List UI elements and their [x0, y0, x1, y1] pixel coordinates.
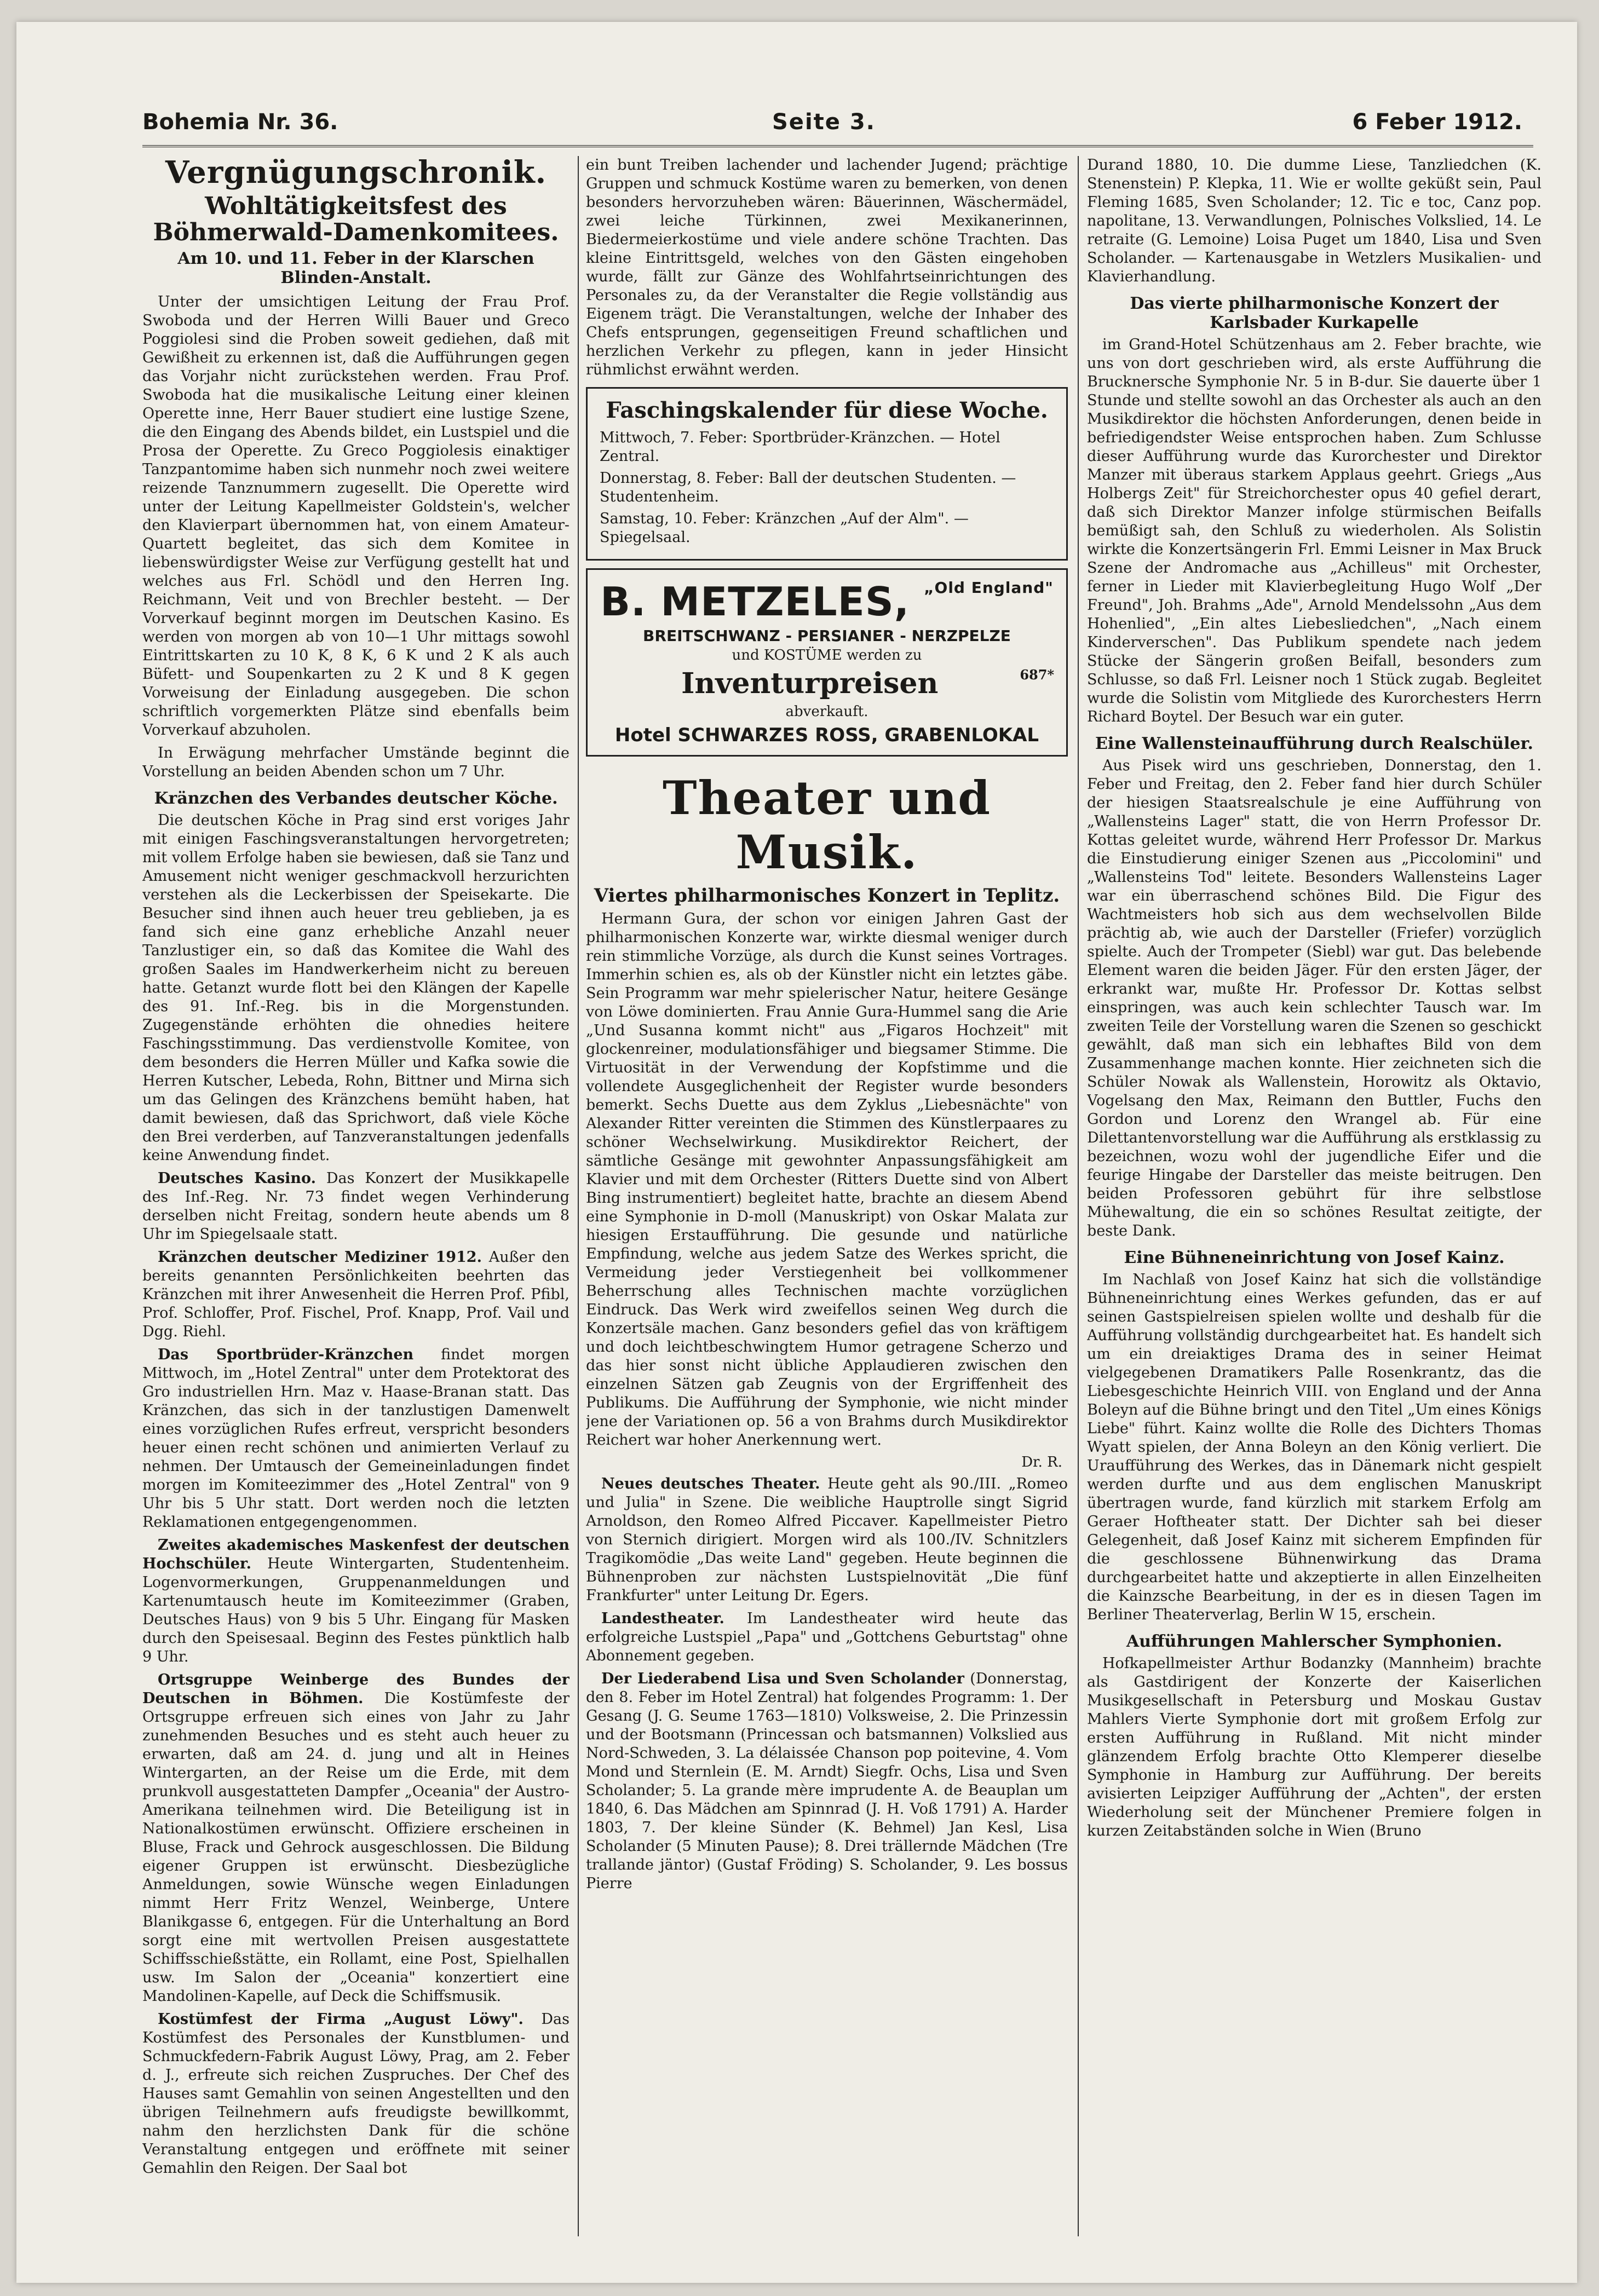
advertisement-metzeles [586, 568, 1068, 757]
ad-headline-text: Inventurpreisen [681, 667, 939, 700]
ad-headline [600, 667, 1054, 700]
news-item [586, 1670, 1068, 1893]
article-heading-koeche: Kränzchen des Verbandes deutscher Köche. [154, 789, 558, 809]
news-item [586, 1609, 1068, 1665]
news-item [142, 1536, 570, 1666]
news-item-text: Außer den bereits genannten Persönlichkeiten beehrten das Kränzchen mit ihrer Anwesenheit die Herren Prof. Pfibl, Prof. Schloffer, Prof. Fischel, Prof. Knapp, Prof. Vail und Dgg. Riehl. [142, 1249, 570, 1341]
news-item [142, 1346, 570, 1532]
column-rule-2 [1078, 156, 1079, 2236]
news-item-text: Das Konzert der Musikkapelle des Inf.-Reg. Nr. 73 findet wegen Verhinderung derselben nicht Freitag, sondern heute abends um 8 Uhr im Spiegelsaale statt. [142, 1170, 570, 1243]
calendar-entry: Mittwoch, 7. Feber: Sportbrüder-Kränzchen. — Hotel Zentral. [600, 429, 1000, 465]
ad-text: abverkauft. [785, 703, 868, 720]
advertiser-name-text: B. METZELES, [600, 579, 910, 625]
news-item-lead: Landestheater. [601, 1610, 724, 1627]
news-item-lead: Kostümfest der Firma „August Löwy". [158, 2011, 524, 2028]
carnival-calendar-title: Faschingskalender für diese Woche. [606, 397, 1048, 423]
article-paragraph: ein bunt Treiben lachender und lachender Jugend; prächtige Gruppen und schmuck Kostüme waren zu bemerken, von denen besonders hervorzuheben wären: Bäuerinnen, Wäschermädel, zwei leiche Türkinnen, zwei Mexikanerinnen, Biedermeierkostüme und viele andere schöne Trachten. Das kleine Eintrittsgeld, welches von den Gästen eingehoben wurde, fällt zur Gänze des Wohlfahrtseinrichtungen des Personales zu, da der Veranstalter die Regie vollständig aus Eigenem trägt. Die Veranstaltungen, welche der Inhaber des Chefs entsprungen, gegenseitigen Freund schaftlichen und herzlichen Verkehr zu pflegen, kann in jeder Hinsicht rühmlichst erwähnt werden. [586, 157, 1068, 378]
calendar-entry: Donnerstag, 8. Feber: Ball der deutschen Studenten. — Studentenheim. [600, 470, 1016, 505]
ad-products: BREITSCHWANZ - PERSIANER - NERZPELZE [643, 627, 1011, 645]
column-1 [142, 156, 570, 2247]
calendar-entry: Samstag, 10. Feber: Kränzchen „Auf der Alm". — Spiegelsaal. [600, 510, 969, 546]
news-item-lead: Deutsches Kasino. [158, 1170, 316, 1187]
advertiser-name [600, 579, 1054, 625]
ad-text: und KOSTÜME werden zu [732, 647, 922, 664]
carnival-calendar-box [586, 387, 1068, 561]
section-title-theater-musik: Theater und Musik. [662, 771, 992, 879]
article-title-wohltaetigkeitsfest: Wohltätigkeitsfest des Böhmerwald-Damenkomitees. [153, 192, 559, 246]
news-item-text: Heute geht als 90./III. „Romeo und Julia" in Szene. Die weibliche Hauptrolle singt Sigrid Arnoldson, den Romeo Alfred Piccaver. Kapellmeister Pietro von Sternich dirigiert. Morgen wird als 100./IV. Schnitzlers Tragikomödie „Das weite Land" gegeben. Heute beginnen die Bühnenproben zur nächsten Lustspielnovität „Die fünf Frankfurter" unter Leitung Dr. Egers. [586, 1475, 1068, 1604]
article-paragraph: Hofkapellmeister Arthur Bodanzky (Mannheim) brachte als Gastdirigent der Konzerte der Kaiserlichen Musikgesellschaft in Petersburg und Moskau Gustav Mahlers Vierte Symphonie dort mit großem Erfolg zur ersten Aufführung in Rußland. Mit nicht minder glänzendem Erfolg brachte Otto Klemperer dieselbe Symphonie in Hamburg zur Aufführung. Der bereits avisierten Leipziger Aufführung der „Achten", der ersten Wiederholung seit der Münchener Premiere folgen in kurzen Zeitabständen solche in Wien (Bruno [1087, 1655, 1542, 1839]
article-paragraph: Unter der umsichtigen Leitung der Frau Prof. Swoboda und der Herren Willi Bauer und Greco Poggiolesi sind die Proben soweit gediehen, daß mit Gewißheit zu erkennen ist, daß die Aufführungen gegen das Vorjahr nicht zurückstehen werden. Frau Prof. Swoboda hat die musikalische Leitung einer kleinen Operette inne, Herr Bauer studiert eine lustige Szene, die den Eingang des Abends bildet, ein Lustspiel und die Prosa der Operette. Zu Greco Poggiolesis einaktiger Tanzpantomime haben sich nunmehr noch zwei weitere reizende Tanznummern zugesellt. Die Operette wird unter der Leitung Kapellmeister Goldstein's, welcher den Klavierpart übernommen hat, von einem Amateur-Quartett begleitet, das sich dem Komitee in liebenswürdigster Weise zur Verfügung gestellt hat und welches aus Frl. Schödl und den Herren Ing. Reichmann, Veit und von Brechler besteht. — Der Vorverkauf beginnt morgen im Deutschen Kasino. Es werden von morgen ab von 10—1 Uhr mittags sowohl Eintrittskarten zu 10 K, 8 K, 6 K und 2 K als auch Büfett- und Soupenkarten zu 2 K und 8 K gegen Vorweisung der Einladung ausgegeben. Die schon schriftlich vorgemerkten Plätze sind ebenfalls beim Vorverkauf abzuholen. [142, 293, 570, 739]
section-title-vergnuegungschronik: Vergnügungschronik. [165, 156, 547, 191]
newspaper-page [16, 22, 1577, 2283]
column-rule-1 [578, 156, 579, 2236]
article-paragraph: Durand 1880, 10. Die dumme Liese, Tanzliedchen (K. Stenenstein) P. Klepka, 11. Wie er wollte geküßt sein, Paul Fleming 1685, Sven Scholander; 12. Tic e toc, Canz pop. napolitane, 13. Verwandlungen, Polnisches Volkslied, 14. Le retraite (G. Lemoine) Loisa Puget um 1840, Lisa und Sven Scholander. — Kartenausgabe in Wetzlers Musikalien- und Klavierhandlung. [1087, 157, 1542, 285]
news-item [142, 1169, 570, 1244]
news-item-text: Die Kostümfeste der Ortsgruppe erfreuen sich eines von Jahr zu Jahr zunehmenden Besuches und es steht auch heuer zu erwarten, daß am 24. d. jung und alt in Heines Wintergarten, an der Reise um die Erde, mit dem prunkvoll ausgestatteten Dampfer „Oceania" der Austro-Amerikana teilnehmen wird. Die Beteiligung ist in Nationalkostümen erwünscht. Offiziere erscheinen in Bluse, Frack und Gehrock ausgeschlossen. Die Bildung eigener Gruppen ist erwünscht. Diesbezügliche Anmeldungen, sowie Wünsche wegen Einladungen nimmt Herr Fritz Wenzel, Weinberge, Untere Blanikgasse 6, entgegen. Für die Unterhaltung an Bord sorgt eine mit wertvollen Preisen ausgestattete Schiffsschießstätte, ein Rollamt, eine Post, Spielhallen usw. Im Salon der „Oceania" konzertiert eine Mandolinen-Kapelle, auf Deck die Schiffsmusik. [142, 1690, 570, 2005]
news-item-text: (Donnerstag, den 8. Feber im Hotel Zentral) hat folgendes Programm: 1. Der Gesang (J. G. Seume 1763—1810) Volksweise, 2. Die Prinzessin und der Bootsmann (Princessan och batsmannen) Volkslied aus Nord-Schweden, 3. La délaissée Chanson pop poitevine, 4. Vom Mond und Sternlein (E. M. Arndt) Siegfr. Ochs, Lisa und Sven Scholander; 5. La grande mère imprudente A. de Beauplan um 1840, 6. Das Mädchen am Spinnrad (J. H. Voß 1791) A. Harder 1803, 7. Der kleine Sünder (K. Behmel) Jan Kesl, Lisa Scholander (5 Minuten Pause); 8. Drei trällernde Mädchen (Tre trallande jäntor) (Gustaf Fröding) S. Scholander, 9. Les bossus Pierre [586, 1670, 1068, 1892]
news-item-lead: Das Sportbrüder-Kränzchen [158, 1346, 414, 1364]
header-date: 6 Feber 1912. [1352, 109, 1522, 135]
news-item-text: Das Kostümfest des Personales der Kunstblumen- und Schmuckfedern-Fabrik August Löwy, Prag, am 2. Feber d. J., erfreute sich reichen Zuspruches. Der Chef des Hauses samt Gemahlin von seinen Angestellten und den übrigen Teilnehmern aufs freudigste bewillkommt, nahm den herzlichsten Dank für die schöne Veranstaltung entgegen und eröffnete mit seiner Gemahlin den Reigen. Der Saal bot [142, 2011, 570, 2177]
news-item-lead: Ortsgruppe Weinberge des Bundes der Deutschen in Böhmen. [142, 1671, 570, 1707]
column-2 [586, 156, 1068, 2247]
column-3 [1087, 156, 1542, 2247]
article-heading-mahler: Aufführungen Mahlerscher Symphonien. [1126, 1632, 1503, 1651]
header-page-number: Seite 3. [772, 109, 876, 135]
news-item-text: findet morgen Mittwoch, im „Hotel Zentral" unter dem Protektorat des Gro industriellen Hrn. Maz v. Haase-Branan statt. Das Kränzchen, das sich in der tanzlustigen Damenwelt eines vorzüglichen Rufes erfreut, verspricht besonders heuer einen recht schönen und animierten Verlauf zu nehmen. Der Umtausch der Gemeineinladungen findet morgen im Komiteezimmer des „Hotel Zentral" von 9 Uhr bis 5 Uhr statt. Dort werden noch die letzten Reklamationen entgegengenommen. [142, 1346, 570, 1531]
news-item-lead: Zweites akademisches Maskenfest der deutschen Hochschüler. [142, 1537, 570, 1573]
news-item-text: Im Landestheater wird heute das erfolgreiche Lustspiel „Papa" und „Gottchens Geburtstag" ohne Abonnement gegeben. [586, 1610, 1068, 1664]
advertiser-tagline: „Old England" [924, 579, 1054, 597]
article-heading-karlsbad: Das vierte philharmonische Konzert der Karlsbader Kurkapelle [1130, 294, 1499, 332]
article-heading-wallenstein: Eine Wallensteinaufführung durch Realschüler. [1095, 734, 1533, 753]
news-item [142, 1248, 570, 1341]
article-paragraph: Aus Pisek wird uns geschrieben, Donnerstag, den 1. Feber und Freitag, den 2. Feber fand hier durch Schüler der hiesigen Staatsrealschule je eine Aufführung von „Wallensteins Lager" statt, die von Herrn Professor Dr. Kottas geleitet wurde, während Herr Professor Dr. Markus die Einstudierung einiger Szenen aus „Piccolomini" und „Wallensteins Tod" leitete. Besonders Wallensteins Lager war ein überraschend schönes Bild. Die Figur des Wachtmeisters hob sich aus dem wechselvollen Bilde prächtig ab, wie auch der Darsteller (Friefer) vorzüglich spielte. Auch der Trompeter (Siebl) war gut. Das belebende Element waren die beiden Jäger. Für den ersten Jäger, der erkrankt war, mußte Hr. Professor Dr. Kottas selbst einspringen, was auch kein schlechter Tausch war. Im zweiten Teile der Vorstellung waren die Szenen so geschickt gewählt, daß man sich ein lebhaftes Bild von dem Zusammenhange machen konnte. Hier zeichneten sich die Schüler Nowak als Wallenstein, Horowitz als Oktavio, Vogelsang den Max, Reimann den Buttler, Fuchs den Gordon und Lorenz den Wrangel ab. Für eine Dilettantenvorstellung war die Aufführung als erstklassig zu bezeichnen, wozu wohl der jugendliche Eifer und die feurige Hingabe der Darsteller das meiste beitrugen. Den beiden Professoren gebührt für ihre selbstlose Mühewaltung, die ein so schönes Resultat zeitigte, der beste Dank. [1087, 757, 1542, 1239]
article-paragraph: Die deutschen Köche in Prag sind erst voriges Jahr mit einigen Faschingsveranstaltungen hervorgetreten; mit vollem Erfolge haben sie bewiesen, daß sie Tanz und Amusement nicht weniger geschmackvoll herzurichten verstehen als die Leckerbissen der Speisekarte. Die Besucher sind ihnen auch heuer treu geblieben, ja es fand sich eine ganz erhebliche Anzahl neuer Tanzlustiger ein, so daß das Komitee die Wahl des großen Saales im Handwerkerheim nicht zu bereuen hatte. Getanzt wurde flott bei den Klängen der Kapelle des 91. Inf.-Reg. bis in die Morgenstunden. Zugegenstände erhöhten die ohnedies heitere Faschingsstimmung. Das verdienstvolle Komitee, von dem besonders die Herren Müller und Kafka sowie die Herren Kutscher, Lebeda, Rohn, Bittner und Mirna sich um das Gelingen des Kränzchens bemüht haben, hat damit bewiesen, daß das Sprichwort, daß viele Köche den Brei verderben, auf Tanzveranstaltungen jedenfalls keine Anwendung findet. [142, 812, 570, 1164]
article-paragraph: Hermann Gura, der schon vor einigen Jahren Gast der philharmonischen Konzerte war, wirkte diesmal weniger durch rein stimmliche Vorzüge, als durch die Kunst seines Vortrages. Immerhin schien es, als ob der Künstler nicht ein letztes gäbe. Sein Programm war mehr spielerischer Natur, heitere Gesänge von Löwe dominierten. Frau Annie Gura-Hummel sang die Arie „Und Susanna kommt nicht" aus „Figaros Hochzeit" mit glockenreiner, modulationsfähiger und biegsamer Stimme. Die Virtuosität in der Verwendung der Kopfstimme und die vollendete Ausgeglichenheit der Register wurde besonders bemerkt. Sechs Duette aus dem Zyklus „Liebesnächte" von Alexander Ritter vereinten die Stimmen des Künstlerpaares zu schöner Wechselwirkung. Musikdirektor Reichert, der sämtliche Gesänge mit gewohnter Anpassungsfähigkeit am Klavier und mit dem Orchester (Ritters Duette sind von Albert Bing instrumentiert) begleitet hatte, brachte an diesem Abend eine Symphonie in D-moll (Manuskript) von Oskar Malata zur hiesigen Erstaufführung. Die gesunde und natürliche Empfindung, welche aus jedem Satze des Werkes spricht, die Vermeidung jeder Verstiegenheit bei vollkommener Beherrschung alles Technischen machte vorzüglichen Eindruck. Das Werk wird zweifellos seinen Weg durch die Konzertsäle machen. Ganz besonders gefiel das von kräftigem und doch leichtbeschwingtem Humor getragene Scherzo und das hier sonst nicht übliche Applaudieren zwischen den einzelnen Sätzen gab Zeugnis von der Ergriffenheit des Publikums. Die Aufführung der Symphonie, wie nicht minder jene der Variationen op. 56 a von Brahms durch Musikdirektor Reichert war hoher Anerkennung wert. [586, 910, 1068, 1449]
article-heading-kainz: Eine Bühneneinrichtung von Josef Kainz. [1124, 1248, 1505, 1267]
header-rule [142, 145, 1533, 147]
ad-location: Hotel SCHWARZES ROSS, GRABENLOKAL [614, 724, 1039, 746]
news-item-lead: Der Liederabend Lisa und Sven Scholander [601, 1670, 964, 1687]
ad-code: 687* [1020, 667, 1054, 683]
news-item [586, 1475, 1068, 1605]
news-item [142, 2010, 570, 2178]
news-item-lead: Neues deutsches Theater. [601, 1475, 820, 1492]
article-dateline: Am 10. und 11. Feber in der Klarschen Blinden-Anstalt. [177, 249, 534, 288]
article-paragraph: Im Nachlaß von Josef Kainz hat sich die vollständige Bühneneinrichtung eines Werkes gefunden, das er auf seinen Gastspielreisen spielen wollte und deshalb für die Aufführung vollständig durchgearbeitet hat. Es handelt sich um ein dreiaktiges Drama des in seiner Heimat vielgegebenen Dramatikers Palle Rosenkrantz, das die Liebesgeschichte Heinrich VIII. von England und der Anna Boleyn auf die Bühne bringt und den Titel „Um eines Königs Liebe" führt. Kainz wollte die Rolle des Dichters Thomas Wyatt spielen, der Anna Boleyn an den König verliert. Die Uraufführung des Werkes, das in Dänemark nicht gespielt werden durfte und aus dem englischen Manuskript übertragen wurde, fand kürzlich mit starkem Erfolg am Geraer Hoftheater statt. Der Dichter sah bei dieser Gelegenheit, daß Josef Kainz mit sicherem Empfinden für die geschlossene Bühnenwirkung das Drama durchgearbeitet hatte und akzeptierte in allen Einzelheiten die Kainzsche Bearbeitung, in der es in diesen Tagen im Berliner Theaterverlag, Berlin W 15, erschein. [1087, 1271, 1542, 1623]
header-issue: Bohemia Nr. 36. [142, 109, 338, 135]
news-item-lead: Kränzchen deutscher Mediziner 1912. [158, 1249, 482, 1266]
article-paragraph: In Erwägung mehrfacher Umstände beginnt die Vorstellung an beiden Abenden schon um 7 Uhr. [142, 745, 570, 781]
news-item [142, 1671, 570, 2006]
news-item-text: Heute Wintergarten, Studentenheim. Logenvormerkungen, Gruppenanmeldungen und Kartenumtausch heute im Komiteezimmer (Graben, Deutsches Haus) von 9 bis 5 Uhr. Eingang für Masken durch den Speisesaal. Beginn des Festes pünktlich halb 9 Uhr. [142, 1555, 570, 1666]
page-header [16, 104, 1577, 142]
article-paragraph: im Grand-Hotel Schützenhaus am 2. Feber brachte, wie uns von dort geschrieben wird, als erste Aufführung die Brucknersche Symphonie Nr. 5 in B-dur. Sie dauerte über 1 Stunde und stellte sowohl an das Orchester als auch an den Musikdirektor die höchsten Anforderungen, denen beide in befriedigendster Weise entsprochen haben. Zum Schlusse dieser Aufführung wurde das Kurorchester und Direktor Manzer mit überaus starkem Applaus geehrt. Griegs „Aus Holbergs Zeit" für Streichorchester opus 40 gefiel derart, daß sich Direktor Manzer infolge stürmischen Beifalls bemüßigt sah, den Schluß zu wiederholen. Als Solistin wirkte die Konzertsängerin Frl. Emmi Leisner in Max Bruck Szene der Andromache aus „Achilleus" mit Orchester, ferner in Lieder mit Klavierbegleitung Hugo Wolf „Der Freund", Joh. Brahms „Ade", Arnold Mendelssohn „Aus dem Hohenlied", „Ein altes Liebesliedchen", „Nach einem Kinderverschen". Das Publikum spendete nach jedem Stücke der Sängerin großen Beifall, besonders zum Schlusse, so daß Frl. Leisner noch 1 Stück zugab. Begleitet wurde die Solistin vom Mitgliede des Kurorchesters Herrn Richard Boytel. Der Besuch war ein guter. [1087, 336, 1542, 725]
article-title-philharmonic-concert: Viertes philharmonisches Konzert in Teplitz. [594, 885, 1060, 907]
article-signature: Dr. R. [1021, 1454, 1062, 1470]
